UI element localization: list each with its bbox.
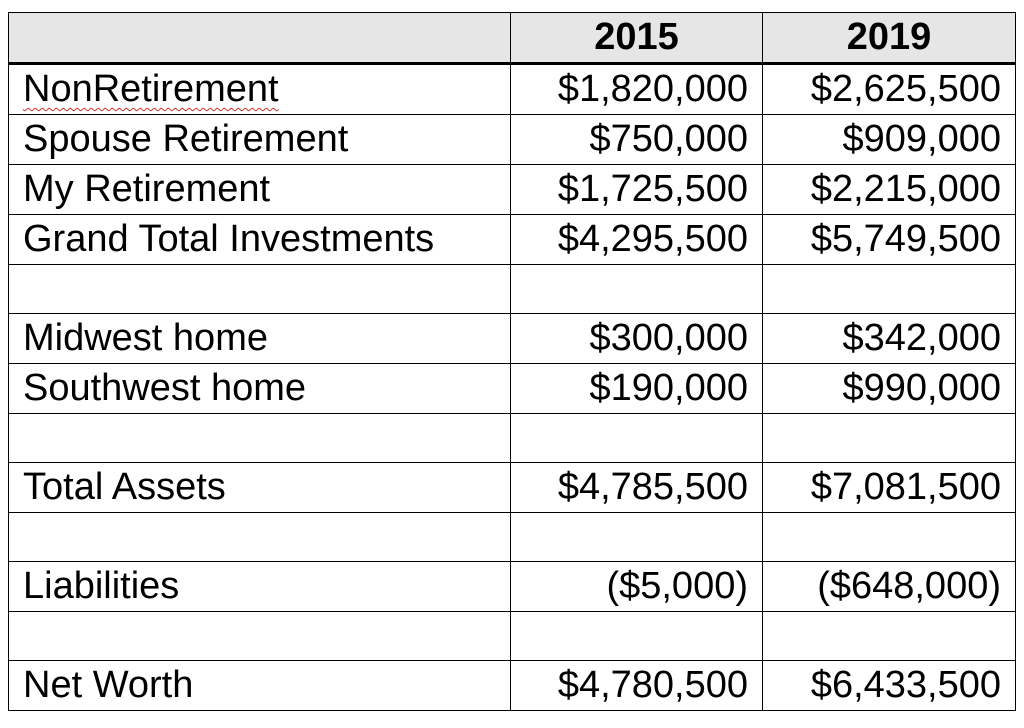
value-2019: $990,000 — [763, 364, 1016, 414]
header-row — [9, 13, 1016, 64]
row-label — [9, 414, 511, 463]
row-label: Net Worth — [9, 661, 511, 711]
value-2019: $5,749,500 — [763, 215, 1016, 265]
spellcheck-flagged-text: NonRetirement — [23, 68, 279, 110]
value-2015: $1,725,500 — [511, 165, 763, 215]
value-2015 — [511, 265, 763, 314]
header-year-2019: 2019 — [763, 13, 1016, 64]
value-2019: $2,215,000 — [763, 165, 1016, 215]
table-row — [9, 463, 1016, 513]
value-2019 — [763, 414, 1016, 463]
row-label: My Retirement — [9, 165, 511, 215]
value-2015: $4,780,500 — [511, 661, 763, 711]
net-worth-table-container — [8, 12, 1016, 711]
value-2019: $2,625,500 — [763, 64, 1016, 115]
row-label: Liabilities — [9, 562, 511, 612]
value-2015 — [511, 612, 763, 661]
value-2019 — [763, 612, 1016, 661]
value-2019: $909,000 — [763, 115, 1016, 165]
header-label-cell — [9, 13, 511, 64]
empty-row — [9, 513, 1016, 562]
row-label — [9, 612, 511, 661]
table-row — [9, 314, 1016, 364]
header-year-2015: 2015 — [511, 13, 763, 64]
row-label — [9, 265, 511, 314]
table-row — [9, 115, 1016, 165]
table-row — [9, 64, 1016, 115]
row-label — [9, 64, 511, 115]
table-row — [9, 215, 1016, 265]
value-2015: $1,820,000 — [511, 64, 763, 115]
row-label: Spouse Retirement — [9, 115, 511, 165]
value-2019 — [763, 513, 1016, 562]
value-2019 — [763, 265, 1016, 314]
value-2015: $4,785,500 — [511, 463, 763, 513]
value-2015: ($5,000) — [511, 562, 763, 612]
value-2015 — [511, 414, 763, 463]
row-label: Total Assets — [9, 463, 511, 513]
value-2015 — [511, 513, 763, 562]
row-label — [9, 513, 511, 562]
value-2015: $190,000 — [511, 364, 763, 414]
empty-row — [9, 414, 1016, 463]
value-2019: $7,081,500 — [763, 463, 1016, 513]
value-2015: $300,000 — [511, 314, 763, 364]
value-2015: $750,000 — [511, 115, 763, 165]
empty-row — [9, 265, 1016, 314]
table-row — [9, 562, 1016, 612]
empty-row — [9, 612, 1016, 661]
value-2019: $6,433,500 — [763, 661, 1016, 711]
table-row — [9, 165, 1016, 215]
table-row — [9, 661, 1016, 711]
row-label: Midwest home — [9, 314, 511, 364]
net-worth-table — [8, 12, 1016, 711]
row-label: Grand Total Investments — [9, 215, 511, 265]
value-2019: $342,000 — [763, 314, 1016, 364]
row-label: Southwest home — [9, 364, 511, 414]
value-2015: $4,295,500 — [511, 215, 763, 265]
table-row — [9, 364, 1016, 414]
value-2019: ($648,000) — [763, 562, 1016, 612]
